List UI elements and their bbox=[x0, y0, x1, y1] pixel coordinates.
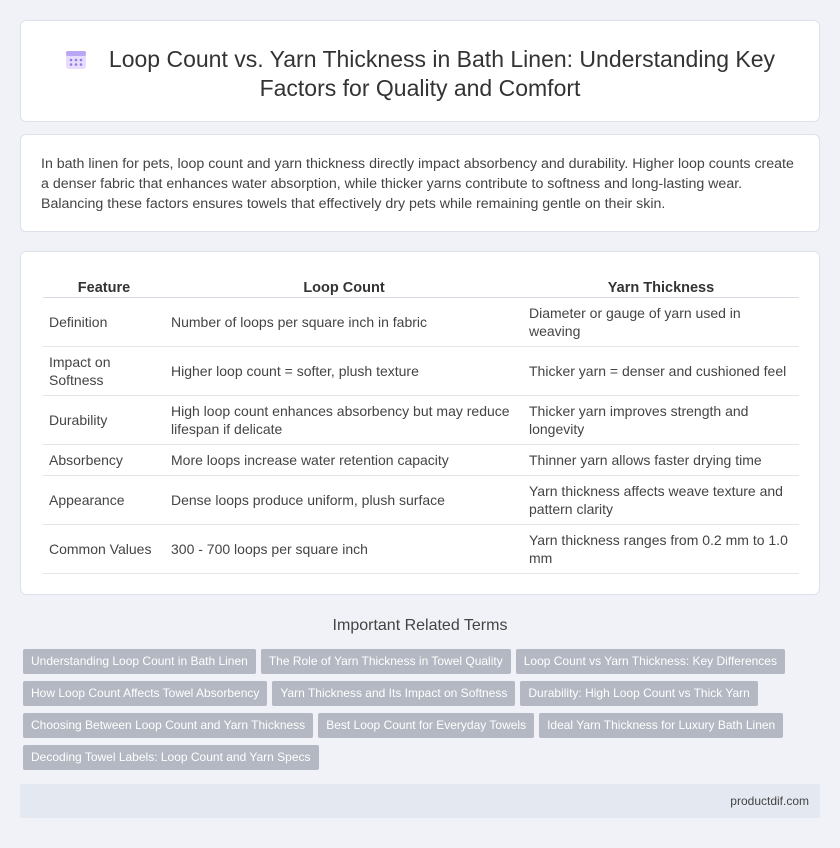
table-cell-feature: Absorbency bbox=[43, 445, 165, 476]
related-terms-heading: Important Related Terms bbox=[332, 617, 508, 634]
related-term-tag[interactable]: Choosing Between Loop Count and Yarn Thickness bbox=[23, 713, 313, 738]
table-cell-feature: Definition bbox=[43, 298, 165, 347]
table-row bbox=[43, 347, 799, 396]
table-cell-loop-count: Dense loops produce uniform, plush surface bbox=[165, 476, 523, 525]
table-cell-yarn-thickness: Diameter or gauge of yarn used in weaving bbox=[523, 298, 799, 347]
related-term-tag[interactable]: Durability: High Loop Count vs Thick Yarn bbox=[520, 681, 757, 706]
header-card bbox=[20, 20, 820, 122]
table-cell-loop-count: More loops increase water retention capacity bbox=[165, 445, 523, 476]
table-cell-feature: Durability bbox=[43, 396, 165, 445]
footer-site-link[interactable]: productdif.com bbox=[730, 794, 809, 808]
related-term-tag[interactable]: How Loop Count Affects Towel Absorbency bbox=[23, 681, 267, 706]
table-row bbox=[43, 298, 799, 347]
calendar-icon bbox=[65, 48, 87, 70]
page-title bbox=[41, 45, 799, 103]
table-row bbox=[43, 396, 799, 445]
intro-paragraph: In bath linen for pets, loop count and yarn thickness directly impact absorbency and durability. Higher loop counts create a denser fabric that enhances water absorption, while thicker yarns contribute to softness and long-lasting wear. Balancing these factors ensures towels that effectively dry pets while remaining gentle on their skin. bbox=[41, 156, 794, 212]
table-cell-loop-count: High loop count enhances absorbency but may reduce lifespan if delicate bbox=[165, 396, 523, 445]
related-term-tag[interactable]: Ideal Yarn Thickness for Luxury Bath Linen bbox=[539, 713, 783, 738]
related-term-tag[interactable]: Yarn Thickness and Its Impact on Softness bbox=[272, 681, 515, 706]
intro-card bbox=[20, 134, 820, 232]
comparison-table-card bbox=[20, 251, 820, 595]
comparison-table bbox=[43, 274, 799, 574]
column-header-yarn-thickness: Yarn Thickness bbox=[523, 274, 799, 298]
table-cell-yarn-thickness: Thinner yarn allows faster drying time bbox=[523, 445, 799, 476]
table-row bbox=[43, 476, 799, 525]
table-cell-yarn-thickness: Yarn thickness affects weave texture and pattern clarity bbox=[523, 476, 799, 525]
table-header-row bbox=[43, 274, 799, 298]
page-title-text: Loop Count vs. Yarn Thickness in Bath Linen: Understanding Key Factors for Quality and Comfort bbox=[108, 46, 776, 101]
table-cell-yarn-thickness: Thicker yarn = denser and cushioned feel bbox=[523, 347, 799, 396]
related-term-tag[interactable]: The Role of Yarn Thickness in Towel Quality bbox=[261, 649, 511, 674]
table-cell-loop-count: Higher loop count = softer, plush texture bbox=[165, 347, 523, 396]
table-cell-loop-count: 300 - 700 loops per square inch bbox=[165, 525, 523, 574]
related-term-tag[interactable]: Best Loop Count for Everyday Towels bbox=[318, 713, 534, 738]
table-cell-loop-count: Number of loops per square inch in fabric bbox=[165, 298, 523, 347]
related-term-tag[interactable]: Decoding Towel Labels: Loop Count and Yarn Specs bbox=[23, 745, 319, 770]
related-terms-list bbox=[23, 649, 813, 777]
table-cell-feature: Common Values bbox=[43, 525, 165, 574]
header bbox=[41, 45, 799, 103]
table-cell-yarn-thickness: Yarn thickness ranges from 0.2 mm to 1.0 mm bbox=[523, 525, 799, 574]
table-cell-feature: Appearance bbox=[43, 476, 165, 525]
table-cell-yarn-thickness: Thicker yarn improves strength and longevity bbox=[523, 396, 799, 445]
table-row bbox=[43, 525, 799, 574]
column-header-loop-count: Loop Count bbox=[165, 274, 523, 298]
column-header-feature: Feature bbox=[43, 274, 165, 298]
related-term-tag[interactable]: Loop Count vs Yarn Thickness: Key Differences bbox=[516, 649, 785, 674]
table-row bbox=[43, 445, 799, 476]
related-term-tag[interactable]: Understanding Loop Count in Bath Linen bbox=[23, 649, 256, 674]
table-cell-feature: Impact on Softness bbox=[43, 347, 165, 396]
footer bbox=[20, 784, 820, 818]
